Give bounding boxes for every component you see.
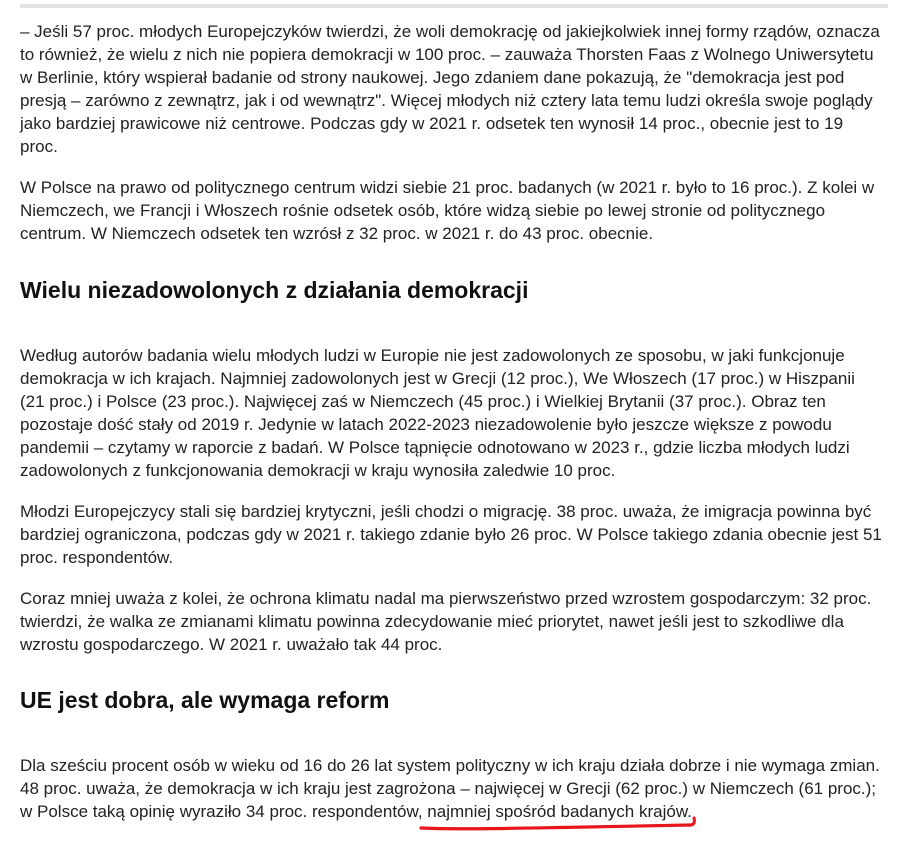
highlighted-phrase [427,800,692,823]
article-paragraph [20,754,882,823]
article-body [20,20,882,823]
article-paragraph: Coraz mniej uważa z kolei, że ochrona klimatu nadal ma pierwszeństwo przed wzrostem gospodarczym: 32 proc. twierdzi, że walka ze zmianami klimatu powinna zdecydowanie mieć priorytet, nawet jeśli jest to szkodliwe dla wzrostu gospodarczego. W 2021 r. uważało tak 44 proc. [20,589,872,654]
article-paragraph: W Polsce na prawo od politycznego centrum widzi siebie 21 proc. badanych (w 2021 r. było to 16 proc.). Z kolei w Niemczech, we Francji i Włoszech rośnie odsetek osób, które widzą siebie po lewej stronie od politycznego centrum. W Niemczech odsetek ten wzrósł z 32 proc. w 2021 r. do 43 proc. obecnie. [20,178,875,243]
highlighted-text: najmniej spośród badanych krajów. [427,802,692,821]
article-paragraph: Według autorów badania wielu młodych ludzi w Europie nie jest zadowolonych ze sposobu, w jaki funkcjonuje demokracja w ich krajach. Najmniej zadowolonych jest w Grecji (12 proc.), We Włoszech (17 proc.) w Hiszpanii (21 proc.) i Polsce (23 proc.). Najwięcej zaś w Niemczech (45 proc.) i Wielkiej Brytanii (37 proc.). Obraz ten pozostaje dość stały od 2019 r. Jedynie w latach 2022-2023 niezadowolenie było jeszcze większe z powodu pandemii – czytamy w raporcie z badań. W Polsce tąpnięcie odnotowano w 2023 r., gdzie liczba młodych ludzi zadowolonych z funkcjonowania demokracji w kraju wynosiła zaledwie 10 proc. [20,346,855,480]
section-heading: Wielu niezadowolonych z działania demokracji [20,277,529,303]
article-paragraph: – Jeśli 57 proc. młodych Europejczyków twierdzi, że woli demokrację od jakiejkolwiek innej formy rządów, oznacza to również, że wielu z nich nie popiera demokracji w 100 proc. – zauważa Thorsten Faas z Wolnego Uniwersytetu w Berlinie, który wspierał badanie od strony naukowej. Jego zdaniem dane pokazują, że "demokracja jest pod presją – zarówno z zewnątrz, jak i od wewnątrz". Więcej młodych niż cztery lata temu ludzi określa swoje poglądy jako bardziej prawicowe niż centrowe. Podczas gdy w 2021 r. odsetek ten wynosił 14 proc., obecnie jest to 19 proc. [20,22,880,156]
paragraph-text: Dla sześciu procent osób w wieku od 16 do 26 lat system polityczny w ich kraju działa dobrze i nie wymaga zmian. 48 proc. uważa, że demokracja w ich kraju jest zagrożona – najwięcej w Grecji (62 proc.) w Niemczech (61 proc.); w Polsce taką opinię wyraziło 34 proc. respondentów, [20,756,880,821]
article-paragraph: Młodzi Europejczycy stali się bardziej krytyczni, jeśli chodzi o migrację. 38 proc. uważa, że imigracja powinna być bardziej ograniczona, podczas gdy w 2021 r. takiego zdanie było 26 proc. W Polsce takiego zdania obecnie jest 51 proc. respondentów. [20,502,882,567]
top-divider [20,4,888,8]
section-heading: UE jest dobra, ale wymaga reform [20,687,390,713]
